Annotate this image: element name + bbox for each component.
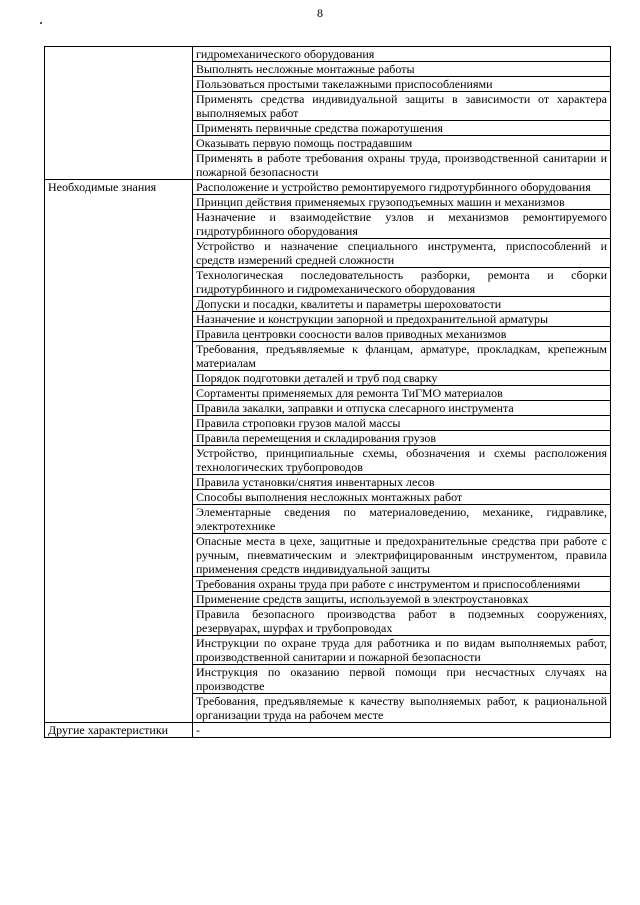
requirements-table-body [45, 47, 611, 738]
page-number: 8 [317, 6, 323, 20]
requirement-item: Порядок подготовки деталей и труб под сварку [193, 371, 611, 386]
row-group-label [45, 47, 193, 180]
requirement-item: Требования, предъявляемые к фланцам, арматуре, прокладкам, крепежным материалам [193, 342, 611, 371]
requirement-item: Назначение и взаимодействие узлов и механизмов ремонтируемого гидротурбинного оборудования [193, 210, 611, 239]
requirement-item: - [193, 723, 611, 738]
requirement-item: Принцип действия применяемых грузоподъемных машин и механизмов [193, 195, 611, 210]
table-row [45, 47, 611, 62]
requirement-item: Применять в работе требования охраны труда, производственной санитарии и пожарной безопасности [193, 151, 611, 180]
requirement-item: Сортаменты применяемых для ремонта ТиГМО материалов [193, 386, 611, 401]
requirement-item: Применение средств защиты, используемой в электроустановках [193, 592, 611, 607]
requirements-table [44, 46, 611, 738]
requirement-item: Технологическая последовательность разборки, ремонта и сборки гидротурбинного и гидромеханического оборудования [193, 268, 611, 297]
requirement-item: Расположение и устройство ремонтируемого гидротурбинного оборудования [193, 180, 611, 195]
scan-mark [40, 22, 42, 24]
requirement-item: Устройство, принципиальные схемы, обозначения и схемы расположения технологических трубопроводов [193, 446, 611, 475]
requirement-item: Применять первичные средства пожаротушения [193, 121, 611, 136]
requirement-item: Правила безопасного производства работ в подземных сооружениях, резервуарах, шурфах и трубопроводах [193, 607, 611, 636]
requirement-item: Пользоваться простыми такелажными приспособлениями [193, 77, 611, 92]
requirement-item: Правила перемещения и складирования грузов [193, 431, 611, 446]
requirement-item: Инструкция по оказанию первой помощи при несчастных случаях на производстве [193, 665, 611, 694]
row-group-label: Необходимые знания [45, 180, 193, 723]
requirement-item: Назначение и конструкции запорной и предохранительной арматуры [193, 312, 611, 327]
requirement-item: Применять средства индивидуальной защиты в зависимости от характера выполняемых работ [193, 92, 611, 121]
requirement-item: Инструкции по охране труда для работника и по видам выполняемых работ, производственной санитарии и пожарной безопасности [193, 636, 611, 665]
requirement-item: Требования охраны труда при работе с инструментом и приспособлениями [193, 577, 611, 592]
requirement-item: Оказывать первую помощь пострадавшим [193, 136, 611, 151]
row-group-label: Другие характеристики [45, 723, 193, 738]
table-row [45, 180, 611, 195]
requirement-item: Правила строповки грузов малой массы [193, 416, 611, 431]
requirement-item: Правила закалки, заправки и отпуска слесарного инструмента [193, 401, 611, 416]
requirement-item: Правила установки/снятия инвентарных лесов [193, 475, 611, 490]
requirement-item: Правила центровки соосности валов приводных механизмов [193, 327, 611, 342]
requirement-item: Выполнять несложные монтажные работы [193, 62, 611, 77]
requirement-item: Допуски и посадки, квалитеты и параметры шероховатости [193, 297, 611, 312]
requirement-item: Требования, предъявляемые к качеству выполняемых работ, к рациональной организации труда на рабочем месте [193, 694, 611, 723]
requirement-item: Элементарные сведения по материаловедению, механике, гидравлике, электротехнике [193, 505, 611, 534]
requirement-item: гидромеханического оборудования [193, 47, 611, 62]
requirement-item: Способы выполнения несложных монтажных работ [193, 490, 611, 505]
table-row [45, 723, 611, 738]
requirement-item: Опасные места в цехе, защитные и предохранительные средства при работе с ручным, пневматическим и электрифицированным инструментом, правила применения средств индивидуальной защиты [193, 534, 611, 577]
requirement-item: Устройство и назначение специального инструмента, приспособлений и средств измерений средней сложности [193, 239, 611, 268]
